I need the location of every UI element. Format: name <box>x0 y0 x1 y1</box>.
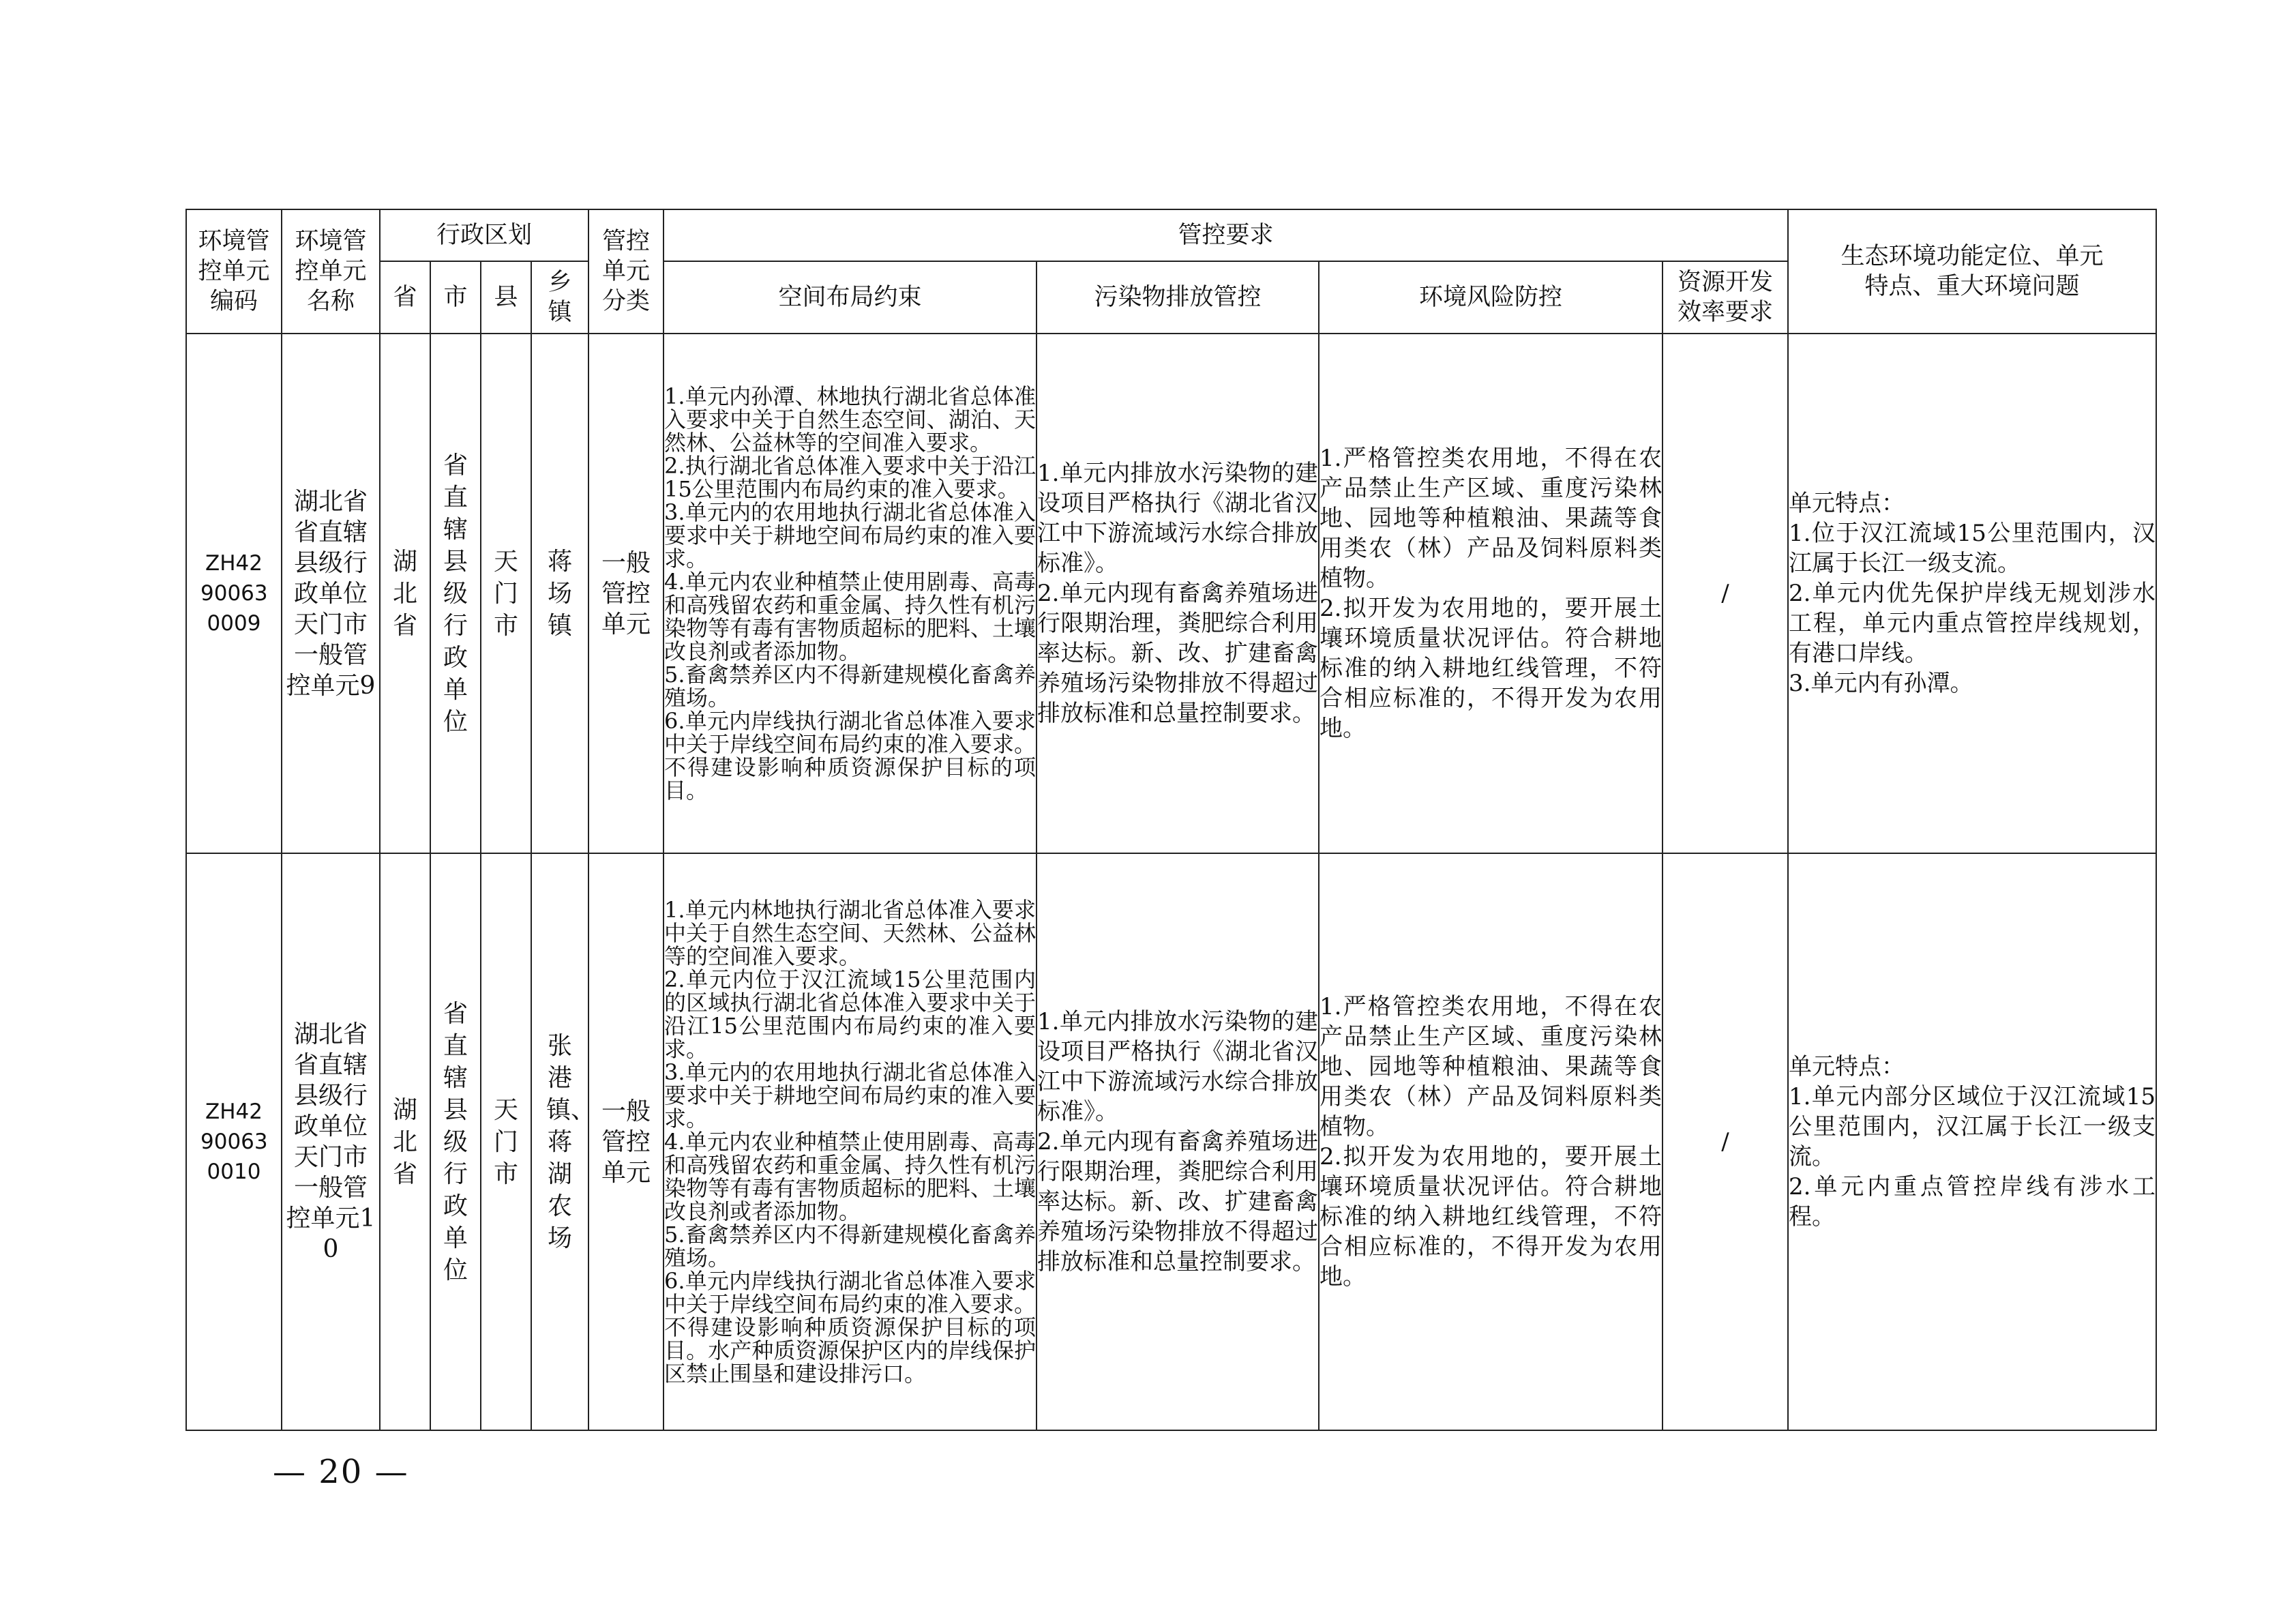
pollution-item: 2.单元内现有畜禽养殖场进行限期治理，粪肥综合利用率达标。新、改、扩建畜禽养殖场污染物排放不得超过排放标准和总量控制要求。 <box>1037 580 1319 727</box>
eco-item: 2.单元内重点管控岸线有涉水工程。 <box>1789 1173 2156 1230</box>
header-pollution: 污染物排放管控 <box>1037 261 1319 334</box>
spatial-item: 1.单元内孙潭、林地执行湖北省总体准入要求中关于自然生态空间、湖泊、天然林、公益林等的空间准入要求。 <box>664 383 1037 456</box>
pollution-item: 2.单元内现有畜禽养殖场进行限期治理，粪肥综合利用率达标。新、改、扩建畜禽养殖场污染物排放不得超过排放标准和总量控制要求。 <box>1037 1128 1319 1275</box>
province-cell: 湖北省 <box>380 334 430 853</box>
header-county: 县 <box>481 261 531 334</box>
eco-item: 单元特点： <box>1789 1053 1905 1080</box>
header-city: 市 <box>430 261 481 334</box>
spatial-item: 2.单元内位于汉江流域15公里范围内的区域执行湖北省总体准入要求中关于沿江15公里范围内布局约束的准入要求。 <box>664 966 1037 1062</box>
risk-item: 1.严格管控类农用地，不得在农产品禁止生产区域、重度污染林地、园地等种植粮油、果蔬等食用类农（林）产品及饲料原料类植物。 <box>1320 993 1663 1140</box>
city-cell: 省直辖县级行政单位 <box>430 853 481 1430</box>
spatial-item: 4.单元内农业种植禁止使用剧毒、高毒和高残留农药和重金属、持久性有机污染物等有毒有害物质超标的肥料、土壤改良剂或者添加物。 <box>664 569 1037 664</box>
risk-item: 2.拟开发为农用地的，要开展土壤环境质量状况评估。符合耕地标准的纳入耕地红线管理，不符合相应标准的，不得开发为农用地。 <box>1320 595 1663 742</box>
risk-cell <box>1319 853 1663 1430</box>
header-spatial: 空间布局约束 <box>664 261 1037 334</box>
header-code: 环境管控单元编码 <box>186 209 282 334</box>
header-province: 省 <box>380 261 430 334</box>
risk-item: 1.严格管控类农用地，不得在农产品禁止生产区域、重度污染林地、园地等种植粮油、果蔬等食用类农（林）产品及饲料原料类植物。 <box>1320 445 1663 592</box>
eco-item: 1.单元内部分区域位于汉江流域15公里范围内，汉江属于长江一级支流。 <box>1789 1083 2156 1170</box>
spatial-item: 2.执行湖北省总体准入要求中关于沿江15公里范围内布局约束的准入要求。 <box>664 453 1037 502</box>
county-cell: 天门市 <box>481 853 531 1430</box>
spatial-item: 3.单元内的农用地执行湖北省总体准入要求中关于耕地空间布局约束的准入要求。 <box>664 1059 1037 1132</box>
county-cell: 天门市 <box>481 334 531 853</box>
header-resource: 资源开发效率要求 <box>1663 261 1788 334</box>
header-town: 乡镇 <box>531 261 588 334</box>
spatial-cell <box>664 334 1037 853</box>
spatial-item: 5.畜禽禁养区内不得新建规模化畜禽养殖场。 <box>664 662 1037 711</box>
header-admin: 行政区划 <box>380 209 588 261</box>
pollution-cell <box>1037 853 1319 1430</box>
spatial-item: 6.单元内岸线执行湖北省总体准入要求中关于岸线空间布局约束的准入要求。不得建设影响种质资源保护目标的项目。 <box>664 708 1037 803</box>
header-eco: 生态环境功能定位、单元特点、重大环境问题 <box>1788 209 2156 334</box>
eco-item: 单元特点： <box>1789 490 1905 517</box>
eco-cell <box>1788 853 2156 1430</box>
pollution-item: 1.单元内排放水污染物的建设项目严格执行《湖北省汉江中下游流域污水综合排放标准》。 <box>1037 1008 1319 1125</box>
eco-cell <box>1788 334 2156 853</box>
town-cell: 蒋场镇 <box>531 334 588 853</box>
unit-code: ZH42 90063 0010 <box>186 853 282 1430</box>
resource-cell: / <box>1663 853 1788 1430</box>
pollution-cell <box>1037 334 1319 853</box>
spatial-cell <box>664 853 1037 1430</box>
spatial-item: 4.单元内农业种植禁止使用剧毒、高毒和高残留农药和重金属、持久性有机污染物等有毒有害物质超标的肥料、土壤改良剂或者添加物。 <box>664 1129 1037 1224</box>
pollution-item: 1.单元内排放水污染物的建设项目严格执行《湖北省汉江中下游流域污水综合排放标准》。 <box>1037 460 1319 577</box>
spatial-item: 5.畜禽禁养区内不得新建规模化畜禽养殖场。 <box>664 1222 1037 1271</box>
unit-name: 湖北省省直辖县级行政单位天门市一般管控单元9 <box>282 334 380 853</box>
category-cell: 一般管控单元 <box>588 334 664 853</box>
city-cell: 省直辖县级行政单位 <box>430 334 481 853</box>
spatial-item: 6.单元内岸线执行湖北省总体准入要求中关于岸线空间布局约束的准入要求。不得建设影响种质资源保护目标的项目。水产种质资源保护区内的岸线保护区禁止围垦和建设排污口。 <box>664 1268 1037 1387</box>
eco-item: 3.单元内有孙潭。 <box>1789 670 1973 697</box>
unit-code: ZH42 90063 0009 <box>186 334 282 853</box>
province-cell: 湖北省 <box>380 853 430 1430</box>
eco-item: 1.位于汉江流域15公里范围内，汉江属于长江一级支流。 <box>1789 520 2156 577</box>
category-cell: 一般管控单元 <box>588 853 664 1430</box>
unit-name: 湖北省省直辖县级行政单位天门市一般管控单元10 <box>282 853 380 1430</box>
eco-item: 2.单元内优先保护岸线无规划涉水工程，单元内重点管控岸线规划，有港口岸线。 <box>1789 580 2156 667</box>
resource-cell: / <box>1663 334 1788 853</box>
header-category: 管控单元分类 <box>588 209 664 334</box>
risk-cell <box>1319 334 1663 853</box>
spatial-item: 1.单元内林地执行湖北省总体准入要求中关于自然生态空间、天然林、公益林等的空间准入要求。 <box>664 897 1037 969</box>
table-row <box>186 853 2156 1430</box>
spatial-item: 3.单元内的农用地执行湖北省总体准入要求中关于耕地空间布局约束的准入要求。 <box>664 499 1037 572</box>
header-requirements: 管控要求 <box>664 209 1788 261</box>
header-risk: 环境风险防控 <box>1319 261 1663 334</box>
header-name: 环境管控单元名称 <box>282 209 380 334</box>
town-cell: 张港镇、蒋湖农场 <box>531 853 588 1430</box>
control-unit-table <box>185 209 2157 1431</box>
table-row <box>186 334 2156 853</box>
page-number: — 20 — <box>273 1453 409 1491</box>
risk-item: 2.拟开发为农用地的，要开展土壤环境质量状况评估。符合耕地标准的纳入耕地红线管理，不符合相应标准的，不得开发为农用地。 <box>1320 1143 1663 1290</box>
